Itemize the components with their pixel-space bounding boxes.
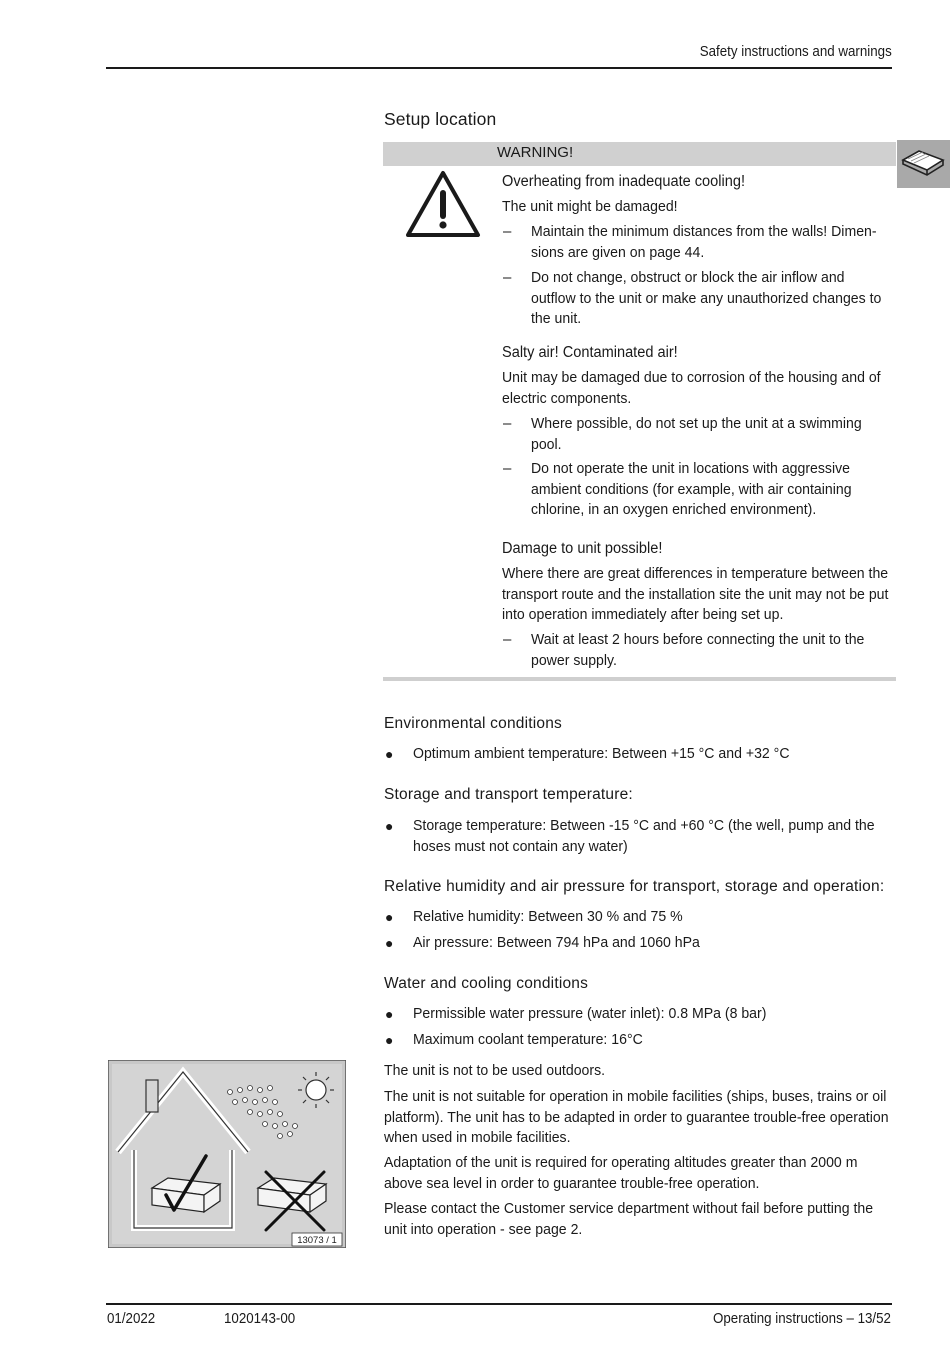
warning-bottom-rule — [383, 677, 896, 681]
dash-marker: – — [503, 631, 512, 648]
footer-page-number: Operating instructions – 13/52 — [713, 1311, 891, 1327]
running-header: Safety instructions and warnings — [699, 44, 892, 60]
humidity-item: Relative humidity: Between 30 % and 75 % — [413, 908, 683, 925]
warning-block-title: Salty air! Contaminated air! — [502, 344, 678, 361]
note-paragraph: Adaptation of the unit is required for operating altitudes greater than 2000 m above sea level in order to guarantee trouble-free operation. — [384, 1154, 858, 1192]
warning-block-title: Overheating from inadequate cooling! — [502, 173, 745, 190]
indoor-use-only-illustration — [108, 1060, 346, 1248]
warning-item: Do not operate the unit in locations with aggressive ambient conditions (for example, with air containing chlorine, in an oxygen enriched environment). — [531, 460, 852, 518]
warning-item: Where possible, do not set up the unit at a swimming pool. — [531, 415, 862, 453]
bullet-marker: ● — [385, 1006, 394, 1022]
warning-item: Do not change, obstruct or block the air inflow and outflow to the unit or make any unauthorized changes to the unit. — [531, 269, 882, 327]
environment-title: Environmental conditions — [384, 715, 562, 732]
section-title: Setup location — [384, 109, 497, 129]
environment-item: Optimum ambient temperature: Between +15 °C and +32 °C — [413, 745, 790, 762]
dash-marker: – — [503, 460, 512, 477]
bullet-marker: ● — [385, 909, 394, 925]
warning-item: Wait at least 2 hours before connecting the unit to the power supply. — [531, 631, 865, 669]
water-item: Maximum coolant temperature: 16°C — [413, 1031, 643, 1048]
bullet-marker: ● — [385, 818, 394, 834]
warning-block-text: The unit might be damaged! — [502, 198, 678, 215]
storage-item: Storage temperature: Between -15 °C and +60 °C (the well, pump and the hoses must not contain any water) — [413, 817, 875, 855]
humidity-item: Air pressure: Between 794 hPa and 1060 hPa — [413, 934, 700, 951]
dash-marker: – — [503, 223, 512, 240]
warning-block-text: Where there are great differences in temperature between the transport route and the installation site the unit may not be put into operation immediately after being set up. — [502, 565, 889, 623]
warning-block-title: Damage to unit possible! — [502, 540, 663, 557]
warning-header-bar — [383, 142, 896, 166]
illustration-label: 13073 / 1 — [297, 1235, 337, 1246]
note-paragraph: The unit is not suitable for operation in mobile facilities (ships, buses, trains or oil platform). The unit has to be adapted in order to guarantee trouble-free operation when used in mobile facilities. — [384, 1088, 889, 1146]
dash-marker: – — [503, 415, 512, 432]
water-item: Permissible water pressure (water inlet): 0.8 MPa (8 bar) — [413, 1005, 767, 1022]
warning-block-text: Unit may be damaged due to corrosion of the housing and of electric components. — [502, 369, 881, 407]
footer-date: 01/2022 — [107, 1311, 156, 1327]
footer-doc-number: 1020143-00 — [224, 1311, 296, 1327]
humidity-title: Relative humidity and air pressure for transport, storage and operation: — [384, 878, 885, 895]
header-rule — [106, 67, 892, 69]
bullet-marker: ● — [385, 935, 394, 951]
storage-title: Storage and transport temperature: — [384, 786, 633, 803]
indoor-use-illustration — [108, 1060, 346, 1248]
bullet-marker: ● — [385, 746, 394, 762]
water-title: Water and cooling conditions — [384, 975, 589, 992]
book-icon — [897, 140, 950, 188]
warning-label: WARNING! — [497, 144, 574, 161]
note-paragraph: The unit is not to be used outdoors. — [384, 1062, 606, 1079]
dash-marker: – — [503, 269, 512, 286]
warning-triangle-icon — [403, 168, 483, 240]
bullet-marker: ● — [385, 1032, 394, 1048]
chapter-tab — [897, 140, 950, 188]
warning-item: Maintain the minimum distances from the walls! Dimen-sions are given on page 44. — [531, 223, 877, 261]
footer-rule — [106, 1303, 892, 1305]
note-paragraph: Please contact the Customer service department without fail before putting the unit into operation - see page 2. — [384, 1200, 874, 1238]
